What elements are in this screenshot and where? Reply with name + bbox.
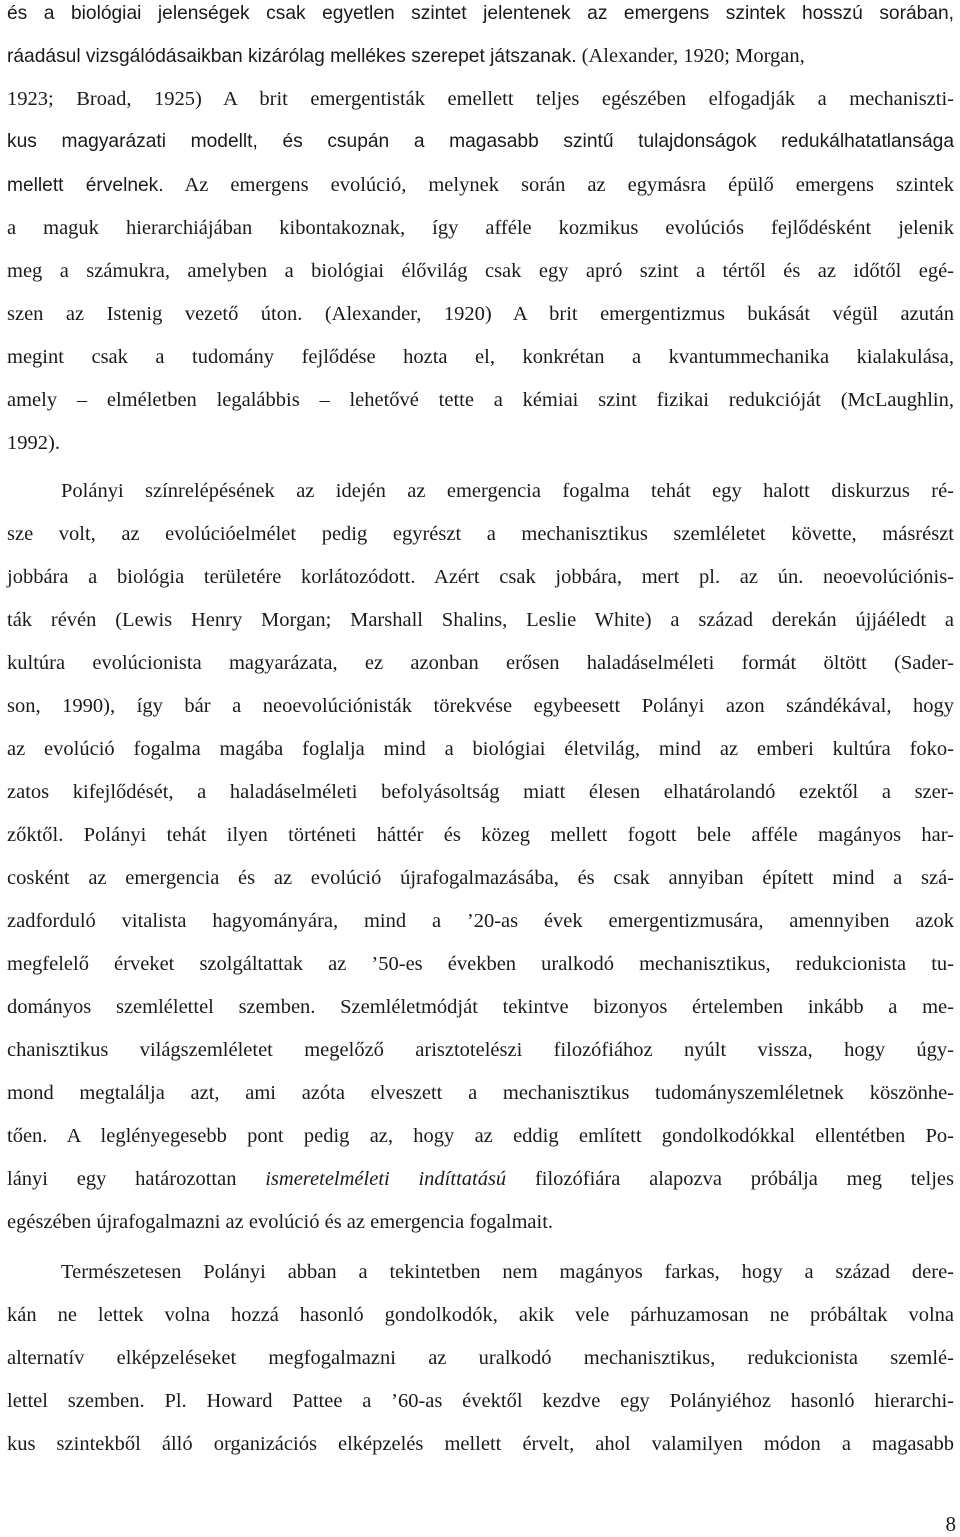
text-span: ráadásul vizsgálódásaikban kizárólag mellékes szerepet játszanak. [7,46,577,67]
text-line: zadforduló vitalista hagyományára, mind a ’20-as évek emergentizmusára, amennyiben azok [7,910,954,932]
text-line: a maguk hierarchiájában kibontakoznak, így afféle kozmikus evolúciós fejlődésként jelenik [7,217,954,239]
text-span: szen az Istenig vezető úton. [7,303,303,325]
text-line: chanisztikus világszemléletet megelőző arisztotelészi filozófiához nyúlt vissza, hogy úgy- [7,1039,954,1061]
text-line [7,1165,954,1193]
text-line: Polányi színrelépésének az idején az emergencia fogalma tehát egy halott diskurzus ré- [61,480,954,502]
text-span: mellett érvelnek. [7,175,164,196]
text-span: (Alexander, 1920; Morgan, [576,45,805,67]
text-line: dományos szemlélettel szemben. Szemléletmódját tekintve bizonyos értelemben inkább a me- [7,996,954,1018]
text-line: lettel szemben. Pl. Howard Pattee a ’60-as évektől kezdve egy Polányiéhoz hasonló hierarchi- [7,1390,954,1412]
text-line: kán ne lettek volna hozzá hasonló gondolkodók, akik vele párhuzamosan ne próbáltak volna [7,1304,954,1326]
italic-emphasis: ismeretelméleti indíttatású [265,1168,507,1190]
text-line: kultúra evolúcionista magyarázata, ez azonban erősen haladáselméleti formát öltött (Sader- [7,652,954,674]
text-line: kus szintekből álló organizációs elképzelés mellett érvelt, ahol valamilyen módon a magasabb [7,1433,954,1455]
text-line: son, 1990), így bár a neoevolúciónisták törekvése egybeesett Polányi azon szándékával, hogy [7,695,954,717]
text-line: mond megtalálja azt, ami azóta elveszett a mechanisztikus tudományszemléletnek köszönhe- [7,1082,954,1104]
text-span: (Alexander, 1920) A brit emergentizmus bukását végül azután [302,303,954,325]
text-line: kus magyarázati modellt, és csupán a magasabb szintű tulajdonságok redukálhatatlansága [7,131,954,152]
text-line: és a biológiai jelenségek csak egyetlen szintet jelentenek az emergens szintek hosszú sorában, [7,3,954,24]
text-line [7,42,954,70]
text-line: 1992). [7,432,60,454]
text-span: filozófiára alapozva próbálja meg teljes [534,1168,954,1190]
text-line: egészében újrafogalmazni az evolúció és az emergencia fogalmait. [7,1211,554,1233]
text-line: 1923; Broad, 1925) A brit emergentisták emellett teljes egészében elfogadják a mechaniszti- [7,88,954,110]
text-line: az evolúció fogalma magába foglalja mind a biológiai életvilág, mind az emberi kultúra foko- [7,738,954,760]
text-line: zatos kifejlődését, a haladáselméleti befolyásoltság miatt élesen elhatárolandó ezektől a szer- [7,781,954,803]
page-number: 8 [945,1512,956,1536]
text-line: meg a számukra, amelyben a biológiai élővilág csak egy apró szint a tértől és az időtől egé- [7,260,954,282]
text-line: cosként az emergencia és az evolúció újrafogalmazásába, és csak annyiban épített mind a szá- [7,867,954,889]
text-line: jobbára a biológia területére korlátozódott. Azért csak jobbára, mert pl. az ún. neoevolúciónis- [7,566,954,588]
text-line [7,171,954,199]
text-span: lányi egy határozottan [7,1168,237,1190]
text-line: sze volt, az evolúcióelmélet pedig egyrészt a mechanisztikus szemléletet követte, másrészt [7,523,954,545]
text-span: Az emergens evolúció, melynek során az egymásra épülő emergens szintek [163,174,955,196]
text-line: ták révén (Lewis Henry Morgan; Marshall Shalins, Leslie White) a század derekán újjáéledt a [7,609,954,631]
text-line: alternatív elképzeléseket megfogalmazni az uralkodó mechanisztikus, redukcionista szemlé- [7,1347,954,1369]
text-line: zőktől. Polányi tehát ilyen történeti háttér és közeg mellett fogott bele afféle magányos har- [7,824,954,846]
text-line [7,300,954,328]
text-line: megint csak a tudomány fejlődése hozta el, konkrétan a kvantummechanika kialakulása, [7,346,954,368]
text-line: megfelelő érveket szolgáltattak az ’50-es években uralkodó mechanisztikus, redukcionista tu- [7,953,954,975]
text-line: amely – elméletben legalábbis – lehetővé tette a kémiai szint fizikai redukcióját (McLaughlin, [7,389,954,411]
text-line: tően. A leglényegesebb pont pedig az, hogy az eddig említett gondolkodókkal ellentétben Po- [7,1125,954,1147]
text-line: Természetesen Polányi abban a tekintetben nem magányos farkas, hogy a század dere- [61,1261,954,1283]
